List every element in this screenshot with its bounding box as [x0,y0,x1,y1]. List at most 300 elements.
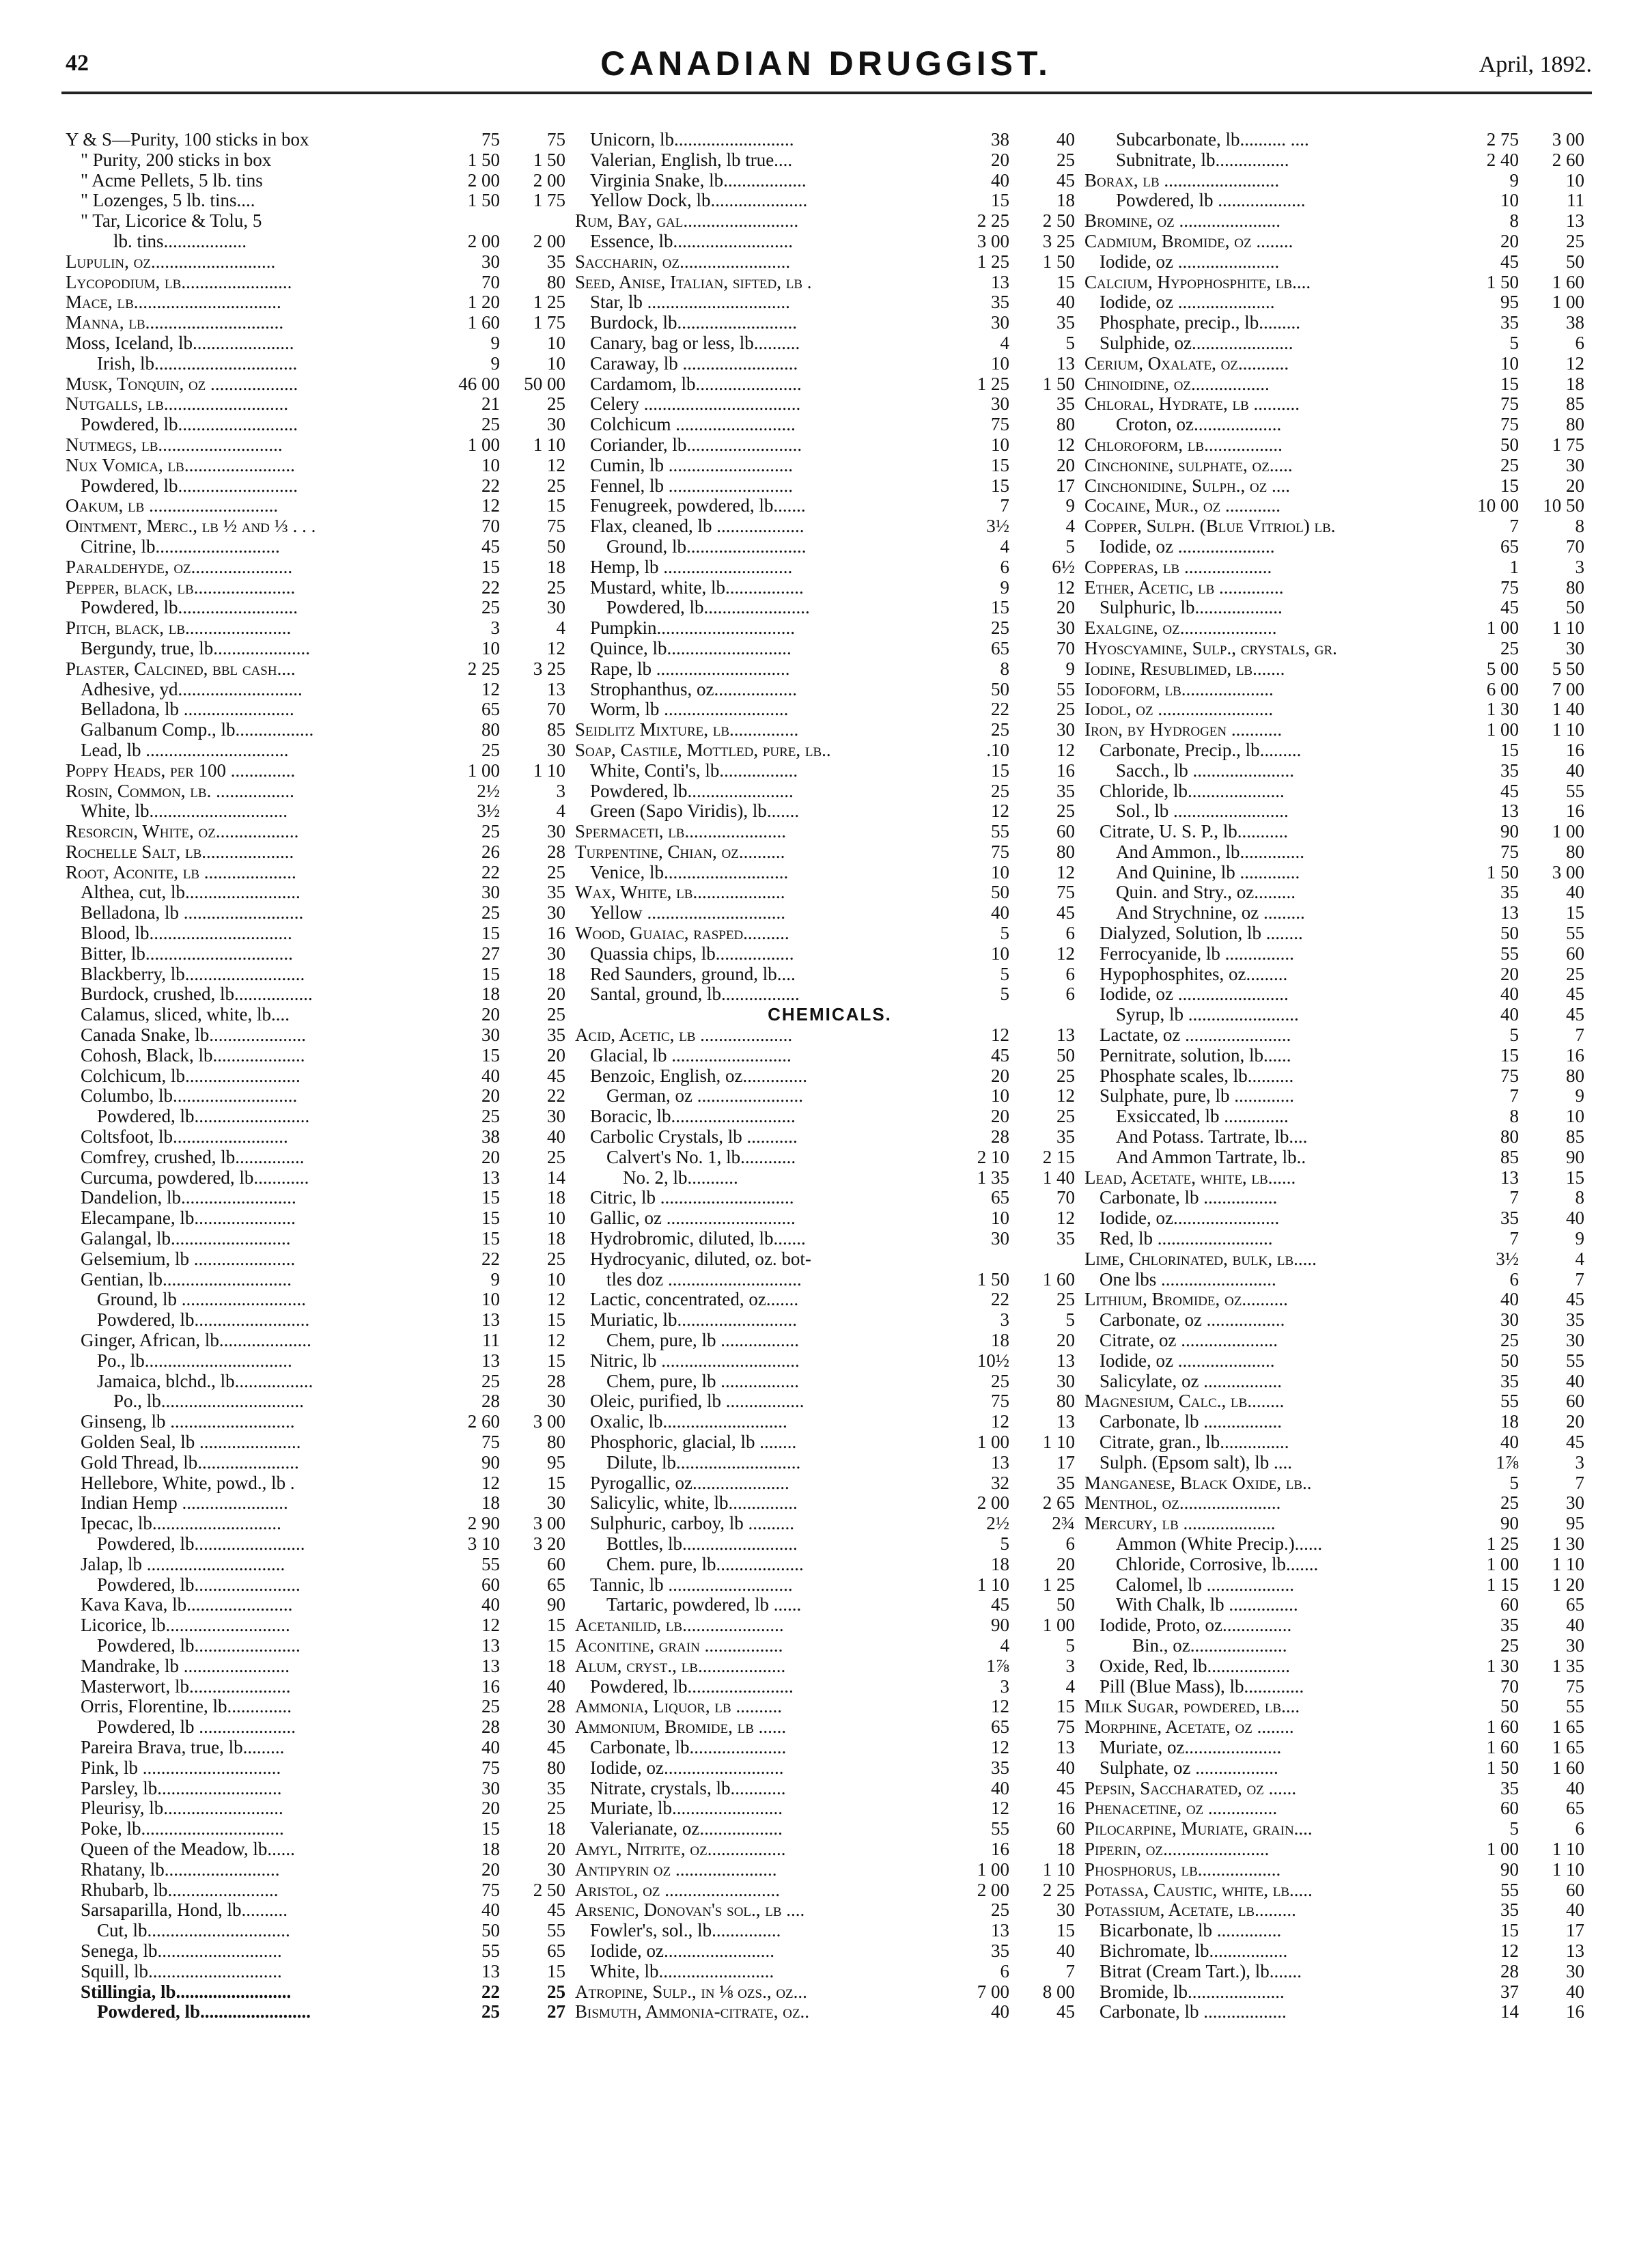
price-row [66,557,575,578]
price-high: 15 [547,1615,565,1636]
item-name: Golden Seal, lb ...................... [81,1432,301,1452]
price-low: 22 [481,1248,500,1269]
section-heading: CHEMICALS. [768,1004,892,1025]
price-row [575,232,1084,252]
price-row [1084,639,1594,659]
item-name: Bicarbonate, lb .............. [1100,1921,1282,1941]
price-low: 10 [991,352,1009,374]
item-name: Ammon (White Precip.)...... [1116,1533,1323,1554]
price-row [575,1514,1084,1534]
item-name: Manganese, Black Oxide, lb.. [1084,1473,1312,1493]
item-name: Ginseng, lb ........................... [81,1412,295,1432]
price-high: 70 [547,699,565,720]
price-row [1084,882,1594,903]
price-high: 13 [1056,1736,1075,1757]
price-low: 40 [481,1736,500,1757]
price-low: 18 [481,1838,500,1859]
item-name: Boracic, lb........................... [590,1106,796,1127]
item-name: Burdock, lb.......................... [590,313,797,333]
price-low: 1 00 [977,1859,1009,1880]
price-row [575,1229,1084,1249]
price-high: 35 [1056,780,1075,801]
price-high: 6 [1575,332,1584,353]
price-low: 1⅞ [986,1655,1009,1676]
item-name: Subnitrate, lb................ [1116,150,1289,170]
price-row [1084,1331,1594,1351]
price-low: 25 [1500,637,1519,658]
item-name: Bromide, lb..................... [1100,1981,1285,2002]
price-high: 25 [1056,149,1075,170]
price-row [1084,211,1594,232]
item-name: Canada Snake, lb..................... [81,1025,306,1046]
price-high: 3 [556,780,565,801]
price-high: 20 [1566,1411,1584,1432]
price-high: 50 [1056,1594,1075,1615]
price-row [575,191,1084,211]
price-row [575,1432,1084,1453]
price-low: 5 [1000,923,1009,944]
price-high: 27 [547,2001,565,2022]
price-high: 6½ [1052,556,1075,577]
price-row [1084,1717,1594,1738]
price-low: 1 20 [467,292,500,313]
price-row [66,842,575,863]
price-row [575,292,1084,313]
price-high: 25 [1056,801,1075,822]
item-name: Stillingia, lb......................... [81,1981,292,2002]
price-high: 70 [1056,637,1075,658]
item-name: Lactic, concentrated, oz....... [590,1290,799,1310]
price-row [66,1351,575,1372]
price-low: 13 [481,1634,500,1656]
price-row [575,1982,1084,2003]
price-high: 2 60 [1552,149,1584,170]
price-low: 20 [481,1004,500,1025]
price-high: 13 [547,678,565,699]
price-low: 55 [991,821,1009,842]
price-low: 1 00 [1486,1838,1519,1859]
price-row [66,191,575,211]
price-high: 12 [1056,739,1075,760]
price-high: 35 [1566,1309,1584,1331]
item-name: Fenugreek, powdered, lb....... [590,496,806,516]
price-low: 55 [1500,1879,1519,1900]
price-low: 3 [1000,1675,1009,1697]
price-high: 30 [547,1859,565,1880]
price-low: 15 [1500,373,1519,394]
item-name: Pilocarpine, Muriate, grain.... [1084,1819,1313,1839]
price-low: 65 [1500,535,1519,557]
price-low: 12 [991,1696,1009,1717]
price-low: 85 [1500,1146,1519,1167]
price-row [575,984,1084,1005]
item-name: Quin. and Stry., oz......... [1116,882,1296,903]
item-name: lb. tins.................. [113,231,247,251]
price-column-2 [575,130,1084,2220]
price-high: 25 [1566,230,1584,251]
price-row [1084,1412,1594,1432]
price-low: 15 [991,597,1009,618]
item-name: Pyrogallic, oz..................... [590,1473,789,1493]
item-name: Iodide, oz ..................... [1100,292,1275,313]
item-name: Croton, oz................... [1116,415,1282,435]
price-row [1084,1880,1594,1901]
item-name: Indian Hemp ....................... [81,1493,288,1514]
item-name: Pepsin, Saccharated, oz ...... [1084,1778,1297,1798]
item-name: Galbanum Comp., lb................. [81,720,314,740]
item-name: Fennel, lb ........................... [590,475,793,496]
price-row [1084,1555,1594,1575]
item-name: Atropine, Sulp., in ⅛ ozs., oz... [575,1981,807,2002]
item-name: Acid, Acetic, lb .................... [575,1025,793,1046]
price-row [66,598,575,618]
price-row [66,781,575,802]
price-row [575,761,1084,781]
price-low: 75 [991,1391,1009,1412]
price-low: 22 [481,1981,500,2002]
price-low: 50 [1500,923,1519,944]
price-low: 25 [481,597,500,618]
price-low: 40 [991,1777,1009,1798]
price-row [66,1290,575,1310]
price-high: 75 [547,516,565,537]
price-low: 50 [1500,1350,1519,1371]
price-low: 25 [991,780,1009,801]
item-name: Magnesium, Calc., lb........ [1084,1391,1285,1412]
item-name: Tannic, lb ........................... [590,1574,793,1595]
price-row [66,171,575,191]
item-name: Iodide, oz ...................... [1100,251,1280,272]
price-row [575,1046,1084,1066]
price-low: 1 00 [467,434,500,455]
item-name: Pleurisy, lb.......................... [81,1798,283,1819]
price-low: 6 [1000,1960,1009,1981]
item-name: Menthol, oz...................... [1084,1493,1281,1514]
item-name: Lycopodium, lb........................ [66,272,292,292]
price-low: 40 [1500,1004,1519,1025]
price-row [66,1046,575,1066]
price-low: 1 50 [1486,271,1519,292]
price-row [575,578,1084,598]
price-high: 40 [547,1675,565,1697]
item-name: Chloride, lb..................... [1100,781,1285,801]
price-high: 4 [1065,516,1075,537]
price-row [575,415,1084,435]
item-name: Musk, Tonquin, oz ................... [66,374,298,394]
price-high: 28 [547,1370,565,1391]
item-name: Licorice, lb........................... [81,1615,290,1636]
price-high: 40 [1566,760,1584,781]
price-low: 65 [481,699,500,720]
price-row [66,1188,575,1208]
price-high: 30 [1056,1370,1075,1391]
price-low: 75 [991,414,1009,435]
price-low: 8 [1509,1106,1519,1127]
price-low: 55 [991,1818,1009,1839]
price-high: 1 65 [1552,1736,1584,1757]
item-name: Chloroform, lb................. [1084,434,1283,455]
price-high: 7 [1575,1025,1584,1046]
price-low: 13 [991,1451,1009,1473]
item-name: Citrate, oz ..................... [1100,1331,1278,1351]
price-high: 3 00 [1552,130,1584,150]
price-row [1084,171,1594,191]
item-name: Sol., lb ......................... [1116,801,1289,822]
price-high: 2 15 [1042,1146,1075,1167]
price-low: 15 [481,1818,500,1839]
price-low: 12 [991,1736,1009,1757]
price-low: 55 [1500,943,1519,964]
price-low: 20 [991,1106,1009,1127]
price-low: 1 00 [1486,719,1519,740]
price-high: 1 10 [1552,617,1584,639]
item-name: Adhesive, yd........................... [81,679,303,699]
price-low: 9 [1000,576,1009,598]
price-row [575,1086,1084,1106]
price-low: 15 [1500,475,1519,496]
price-low: 15 [481,1208,500,1229]
price-row [1084,557,1594,578]
price-high: 55 [1566,780,1584,801]
price-list [66,130,1595,2220]
price-row [66,1636,575,1656]
price-high: 1 60 [1042,1268,1075,1290]
item-name: Copperas, lb ................... [1084,557,1272,577]
price-low: 15 [1500,1920,1519,1941]
price-low: 25 [481,414,500,435]
issue-date: April, 1892. [1479,52,1592,77]
price-high: 25 [547,393,565,415]
item-name: Cerium, Oxalate, oz........... [1084,353,1289,374]
price-high: 15 [547,1472,565,1493]
item-name: Powdered, lb........................ [97,1533,305,1554]
price-high: 1 75 [533,190,565,211]
price-low: 12 [991,1025,1009,1046]
item-name: Chem, pure, lb ................. [606,1371,799,1391]
price-high: 20 [1056,454,1075,475]
price-high: 60 [1566,1879,1584,1900]
item-name: Nutmegs, lb........................... [66,434,283,455]
item-name: Rosin, Common, lb. ................. [66,781,294,801]
price-high: 30 [547,1106,565,1127]
price-column-3 [1084,130,1594,2220]
page-header [0,0,1652,109]
price-high: 2 25 [1042,1879,1075,1900]
price-low: 1 25 [1486,1533,1519,1554]
price-low: 12 [991,1411,1009,1432]
price-row [66,903,575,923]
price-row [66,354,575,374]
price-high: 1 40 [1042,1167,1075,1188]
price-low: 3 00 [977,230,1009,251]
price-row [66,516,575,537]
price-row [575,1473,1084,1494]
item-name: Calcium, Hypophosphite, lb.... [1084,272,1311,292]
item-name: Po., lb................................ [97,1350,292,1371]
item-name: Lupulin, oz........................... [66,251,276,272]
price-row [1084,863,1594,883]
price-low: 16 [481,1675,500,1697]
price-high: 25 [547,1981,565,2002]
price-high: 35 [1056,1126,1075,1147]
item-name: Subcarbonate, lb.......... .... [1116,130,1309,150]
price-low: 1 50 [1486,1757,1519,1778]
item-name: Squill, lb............................. [81,1961,282,1981]
price-row [66,1819,575,1839]
price-high: 16 [1566,801,1584,822]
price-high: 1 00 [1042,1615,1075,1636]
price-high: 16 [1056,760,1075,781]
price-low: 75 [991,841,1009,862]
price-low: 13 [991,271,1009,292]
price-row [66,273,575,293]
item-name: Coriander, lb......................... [590,434,802,455]
price-high: 1 65 [1552,1716,1584,1738]
item-name: Cocaine, Mur., oz ............ [1084,496,1281,516]
price-high: 35 [547,1025,565,1046]
item-name: And Potass. Tartrate, lb.... [1116,1127,1308,1147]
price-low: 12 [481,678,500,699]
price-low: 2 00 [977,1879,1009,1900]
item-name: White, Conti's, lb................. [590,760,798,781]
price-low: 65 [991,1187,1009,1208]
item-name: Hypophosphites, oz......... [1100,964,1288,984]
price-row [575,354,1084,374]
price-high: 1 75 [533,312,565,333]
price-low: 2 00 [467,230,500,251]
price-low: 80 [1500,1126,1519,1147]
price-high: 9 [1575,1085,1584,1106]
item-name: Ammonium, Bromide, lb ...... [575,1717,787,1738]
price-low: 2 25 [977,210,1009,232]
price-row [575,720,1084,740]
price-row [66,1249,575,1270]
item-name: Mandrake, lb ....................... [81,1656,290,1676]
item-name: Irish, lb............................... [97,353,298,374]
price-high: 20 [1056,597,1075,618]
item-name: Spermaceti, lb...................... [575,822,786,842]
price-row [1084,191,1594,211]
price-row [1084,761,1594,781]
price-row [66,1127,575,1147]
price-row [66,313,575,333]
price-high: 15 [547,1634,565,1656]
price-row [575,923,1084,944]
item-name: Valerian, English, lb true.... [590,150,793,170]
item-name: Canary, bag or less, lb.......... [590,333,800,353]
price-high: 80 [1056,841,1075,862]
item-name: Powdered, lb....................... [606,598,810,618]
item-name: Powdered, lb....................... [590,781,794,801]
item-name: Red Saunders, ground, lb.... [590,964,796,984]
item-name: Lead, Acetate, white, lb...... [1084,1167,1296,1188]
price-low: 30 [991,312,1009,333]
price-row [1084,150,1594,171]
price-row [575,944,1084,964]
price-low: 25 [991,719,1009,740]
price-low: 46 00 [458,373,500,394]
price-high: 16 [1566,739,1584,760]
price-low: 50 [1500,1696,1519,1717]
price-high: 95 [1566,1513,1584,1534]
price-high: 16 [547,923,565,944]
price-high: 40 [1566,1981,1584,2002]
price-row [66,456,575,476]
item-name: Oxalic, lb........................... [590,1412,787,1432]
price-high: 45 [547,1736,565,1757]
item-name: Phosphorus, lb.................. [1084,1859,1281,1880]
price-low: 9 [1509,169,1519,191]
price-row [66,1473,575,1494]
price-high: 5 50 [1552,658,1584,679]
price-low: 5 [1509,1818,1519,1839]
price-high: 25 [1056,1106,1075,1127]
price-row [1084,496,1594,516]
price-row [66,496,575,516]
price-high: 10 [1566,169,1584,191]
item-name: Manna, lb.............................. [66,313,284,333]
price-low: 15 [481,923,500,944]
item-name: Unicorn, lb.......................... [590,130,794,150]
price-high: 7 [1575,1268,1584,1290]
price-row [575,435,1084,456]
item-name: Cinchonidine, Sulph., oz .... [1084,475,1291,496]
price-low: 1 10 [977,1574,1009,1595]
price-row [66,1880,575,1901]
price-low: 35 [1500,1208,1519,1229]
price-low: 40 [1500,984,1519,1005]
price-row [575,313,1084,333]
item-name: Calomel, lb ................... [1116,1574,1294,1595]
price-low: 50 [481,1920,500,1941]
price-low: 40 [991,2001,1009,2022]
price-low: 9 [490,352,500,374]
price-low: 1 60 [467,312,500,333]
price-row [1084,1921,1594,1941]
price-low: 1 50 [467,149,500,170]
price-low: 40 [1500,1289,1519,1310]
price-low: 40 [481,1594,500,1615]
item-name: Poppy Heads, per 100 .............. [66,760,296,781]
item-name: Hemp, lb ............................ [590,557,793,577]
price-low: 75 [1500,414,1519,435]
price-row [66,1697,575,1717]
item-name: Bitrat (Cream Tart.), lb....... [1100,1961,1302,1981]
price-row [66,1900,575,1921]
item-name: Virginia Snake, lb.................. [590,170,807,191]
price-high: 15 [547,1960,565,1981]
price-row [66,578,575,598]
item-name: Mercury, lb .................... [1084,1514,1276,1534]
item-name: And Ammon., lb.............. [1116,841,1305,862]
price-high: 18 [547,1818,565,1839]
price-high: 45 [1056,169,1075,191]
item-name: And Strychnine, oz ......... [1116,903,1305,923]
price-high: 5 [1065,535,1075,557]
item-name: Exsiccated, lb .............. [1116,1106,1289,1127]
price-low: 75 [1500,1065,1519,1086]
price-low: 28 [991,1126,1009,1147]
item-name: Hydrobromic, diluted, lb....... [590,1229,806,1249]
price-high: 25 [547,475,565,496]
price-row [575,273,1084,293]
price-row [1084,1534,1594,1555]
price-low: 30 [481,251,500,272]
price-low: 13 [481,1960,500,1981]
price-row [66,476,575,497]
price-low: 95 [1500,292,1519,313]
price-low: 1 00 [1486,617,1519,639]
